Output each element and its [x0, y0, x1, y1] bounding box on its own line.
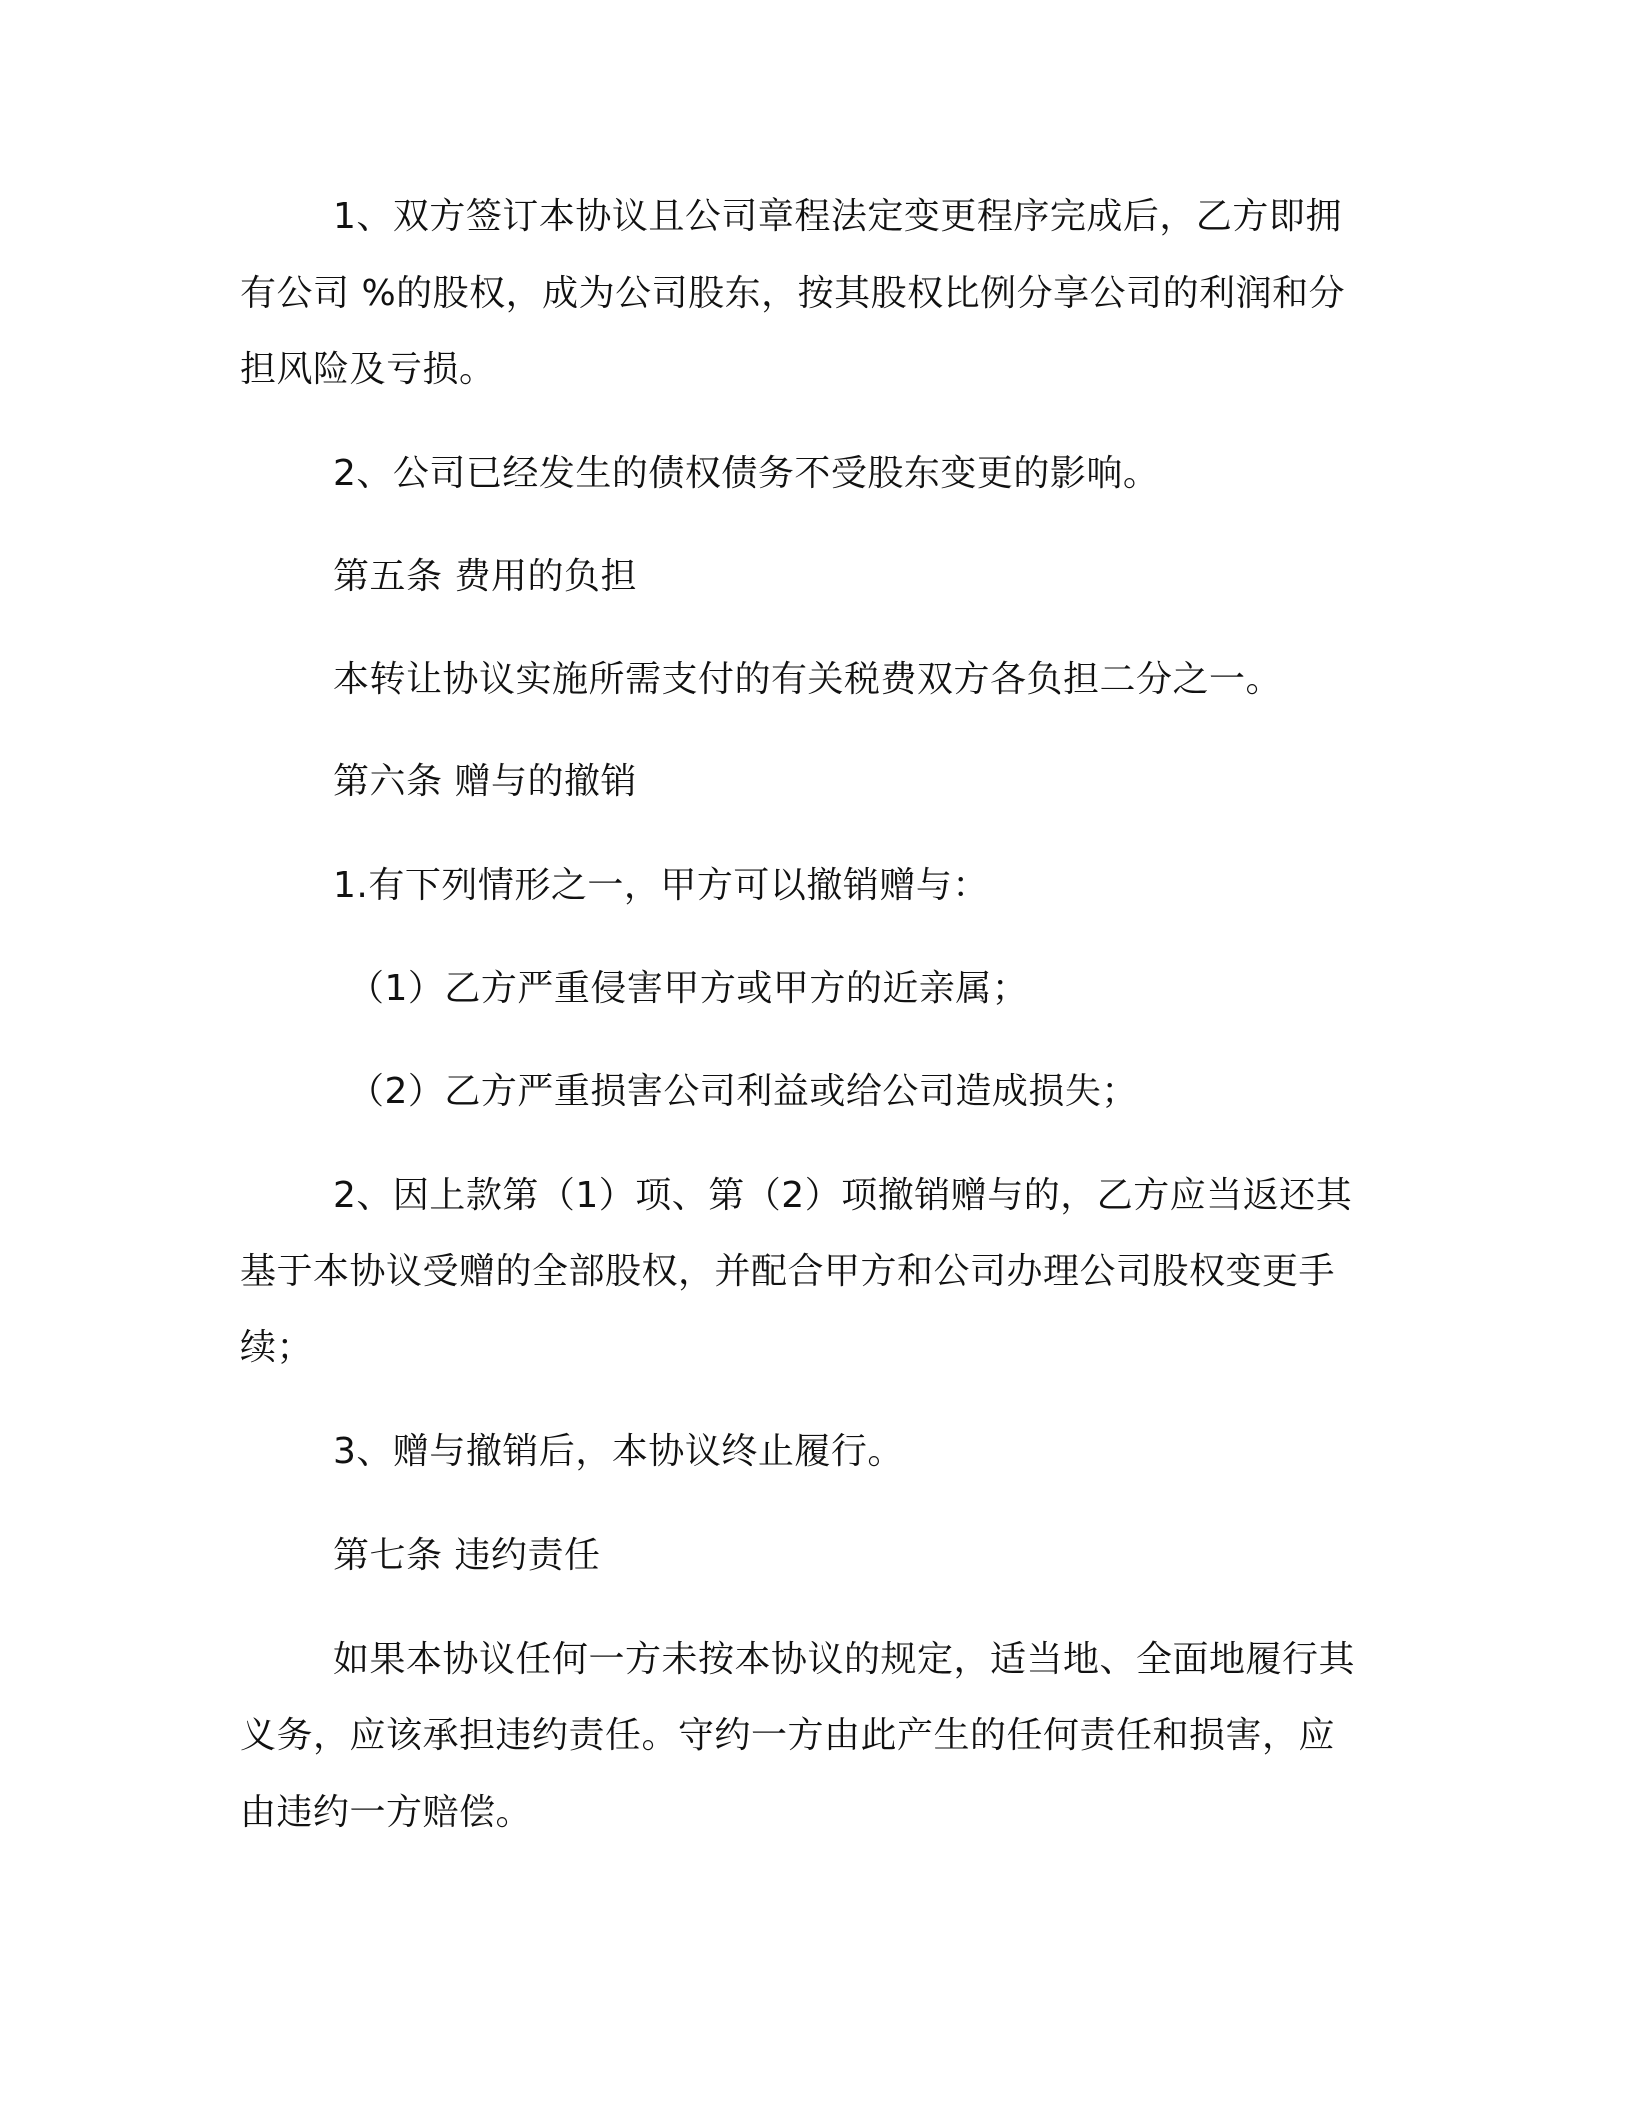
clause-6-subitem-2: （2）乙方严重损害公司利益或给公司造成损失； — [348, 1071, 1138, 1112]
clause-7-body-line-3: 由违约一方赔偿。 — [240, 1792, 533, 1833]
clause-6-item-1: 1.有下列情形之一，甲方可以撤销赠与： — [333, 865, 989, 906]
clause-6-heading: 第六条 赠与的撤销 — [333, 761, 637, 802]
clause-6-item-2-line-1: 2、因上款第（1）项、第（2）项撤销赠与的，乙方应当返还其 — [333, 1175, 1353, 1216]
clause-7-body-line-2: 义务，应该承担违约责任。守约一方由此产生的任何责任和损害，应 — [240, 1715, 1336, 1756]
clause-6-subitem-1: （1）乙方严重侵害甲方或甲方的近亲属； — [348, 968, 1029, 1009]
clause-4-item-1-line-3: 担风险及亏损。 — [240, 349, 496, 390]
clause-7-body-line-1: 如果本协议任何一方未按本协议的规定，适当地、全面地履行其 — [333, 1639, 1356, 1680]
clause-4-item-1-line-2: 有公司 %的股权，成为公司股东，按其股权比例分享公司的利润和分 — [240, 273, 1346, 314]
clause-6-item-3: 3、赠与撤销后，本协议终止履行。 — [333, 1431, 904, 1472]
clause-7-heading: 第七条 违约责任 — [333, 1535, 601, 1576]
clause-5-body: 本转让协议实施所需支付的有关税费双方各负担二分之一。 — [333, 659, 1283, 700]
clause-4-item-1-line-1: 1、双方签订本协议且公司章程法定变更程序完成后，乙方即拥 — [333, 196, 1342, 237]
clause-6-item-2-line-3: 续； — [240, 1327, 314, 1368]
clause-4-item-2: 2、公司已经发生的债权债务不受股东变更的影响。 — [333, 453, 1160, 494]
clause-6-item-2-line-2: 基于本协议受赠的全部股权，并配合甲方和公司办理公司股权变更手 — [240, 1251, 1336, 1292]
clause-5-heading: 第五条 费用的负担 — [333, 556, 637, 597]
